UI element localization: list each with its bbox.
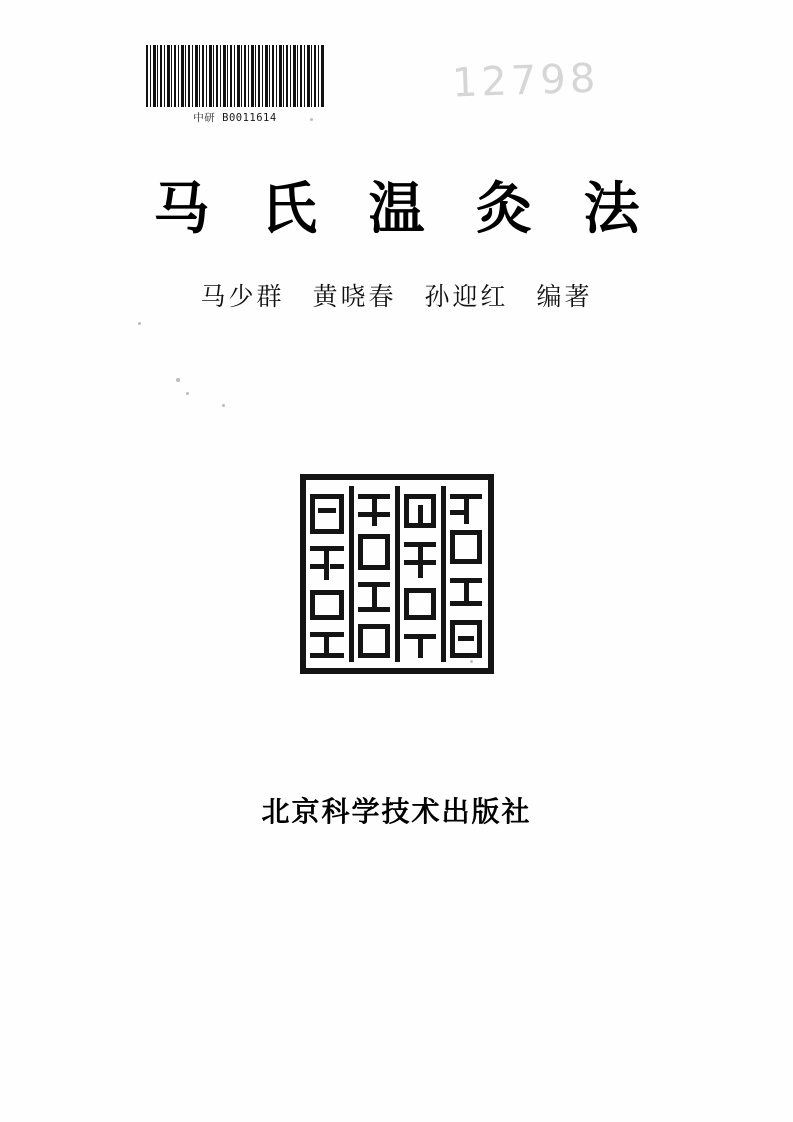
scan-speck <box>222 404 225 407</box>
library-barcode <box>146 45 324 125</box>
barcode-caption: 中研 B0011614 <box>193 112 277 124</box>
scan-speck <box>310 118 313 121</box>
publisher-name: 北京科学技术出版社 <box>261 795 532 828</box>
authors-line: 马少群 黄哓春 孙迎红 编著 <box>200 282 593 311</box>
accession-number: 12798 <box>451 55 601 107</box>
scan-speck <box>138 322 141 325</box>
scan-speck <box>470 660 473 663</box>
barcode-bars <box>146 45 324 107</box>
scan-speck <box>176 378 180 382</box>
page-title: 马 氏 温 灸 法 <box>153 177 656 242</box>
scan-speck <box>186 392 189 395</box>
chinese-seal-stamp <box>292 460 502 688</box>
seal-container <box>0 460 793 688</box>
